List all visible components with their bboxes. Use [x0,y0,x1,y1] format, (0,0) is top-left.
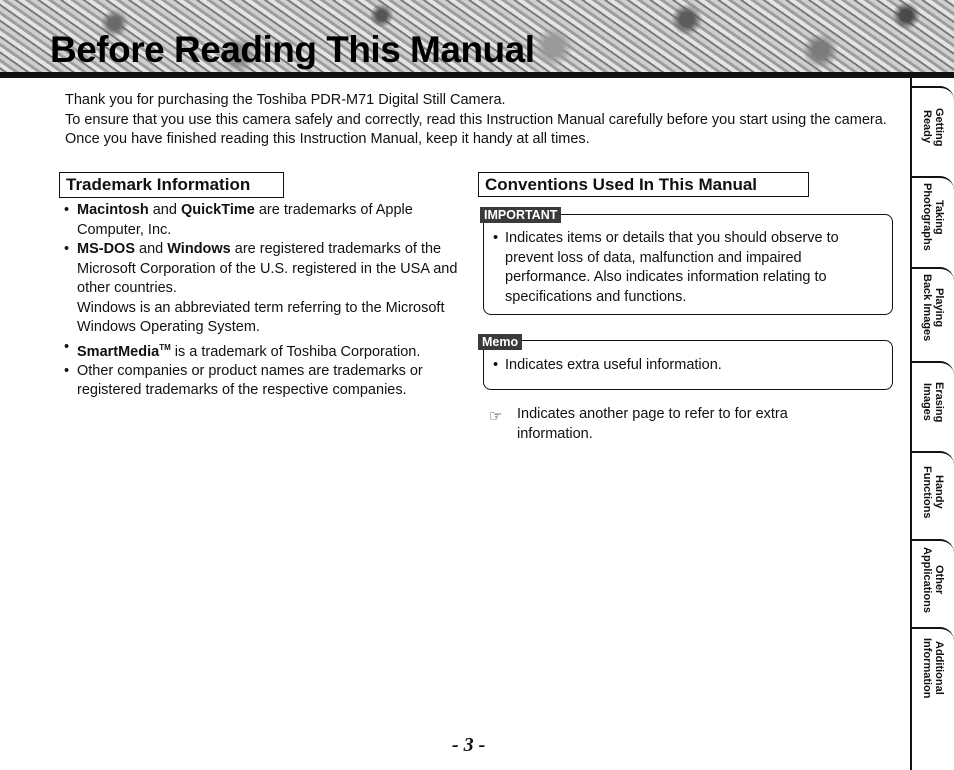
list-note: Windows is an abbreviated term referring to the Microsoft Windows Operating System. [77,299,445,335]
chapter-tabs [910,78,954,770]
trademark-term: Macintosh [77,202,149,218]
tab-handy-functions[interactable] [912,451,954,531]
list-item [64,201,469,240]
tab-label: Getting Ready [921,107,945,147]
list-text: and [135,241,168,257]
important-text: Indicates items or details that you should observe to prevent loss of data, malfunction and impaired performance. Also indicates information relating to specifications and functions. [505,230,839,305]
tab-getting-ready[interactable] [912,86,954,166]
list-item [64,338,469,362]
page-title: Before Reading This Manual [50,29,535,70]
list-text: and [148,202,181,218]
conventions-heading: Conventions Used In This Manual [478,172,809,197]
important-text-block [493,229,890,307]
bullet-icon: • [493,230,499,246]
tab-additional-information[interactable] [912,627,954,707]
tab-other-applications[interactable] [912,539,954,619]
list-text: are registered trademarks of the Microsoft Corporation of the U.S. registered in the USA and other countries. [77,241,458,296]
list-text: is a trademark of Toshiba Corporation. [170,343,421,360]
tab-taking-photographs[interactable] [912,176,954,256]
header-banner [0,0,954,78]
header-rule [0,72,954,78]
trademark-heading: Trademark Information [59,172,284,198]
trademark-symbol: TM [159,342,171,352]
memo-text-block [493,356,890,376]
tab-label: Additional Information [921,637,945,699]
tab-label: Handy Functions [921,465,945,519]
trademark-term: QuickTime [180,202,255,218]
list-text: are trademarks of Apple Computer, Inc. [77,202,413,238]
intro-line-2: To ensure that you use this camera safely and correctly, read this Instruction Manual carefully before you start using the camera. Once you have finished reading this Instruction Manual, keep it handy at all times. [65,111,887,147]
bullet-icon: • [493,357,499,373]
list-item [64,362,469,401]
memo-label: Memo [478,334,522,350]
trademark-term: Windows [167,241,231,257]
tab-playing-back-images[interactable] [912,267,954,347]
tab-label: Taking Photographs [921,183,945,251]
trademark-term: SmartMedia [77,343,160,360]
refer-text: Indicates another page to refer to for extra information. [517,406,788,442]
pointing-hand-icon: ☞ [489,408,503,425]
intro-line-1: Thank you for purchasing the Toshiba PDR-M71 Digital Still Camera. [65,92,506,108]
trademark-list [64,201,469,401]
tab-erasing-images[interactable] [912,361,954,441]
intro-text [65,91,895,150]
memo-text: Indicates extra useful information. [505,357,722,373]
trademark-term: MS-DOS [77,241,135,257]
page-number: - 3 - [452,734,486,756]
tab-label: Erasing Images [921,381,945,423]
list-text: Other companies or product names are trademarks or registered trademarks of the respective companies. [77,362,423,399]
tab-label: Playing Back Images [921,274,945,342]
tab-label: Other Applications [921,546,945,613]
important-label: IMPORTANT [480,207,561,223]
list-item [64,240,469,338]
